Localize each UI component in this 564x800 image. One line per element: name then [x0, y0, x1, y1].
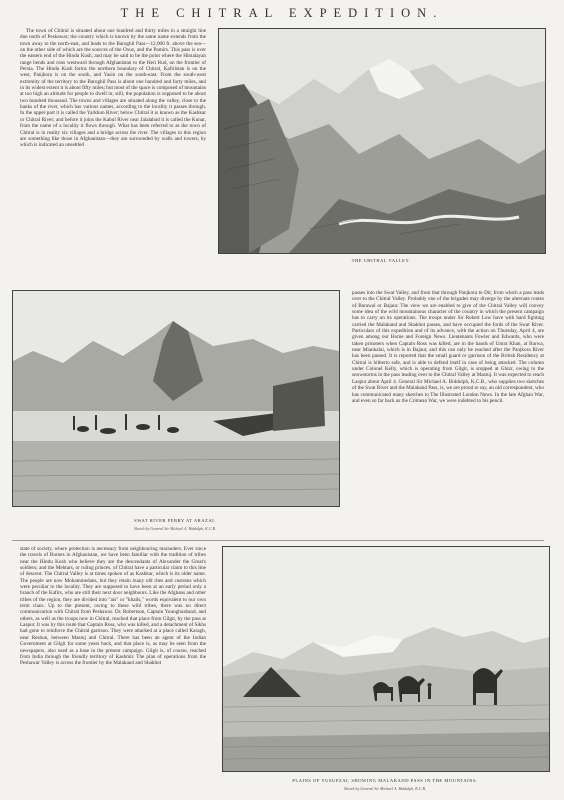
- chitral-valley-illustration: [218, 28, 546, 254]
- figure-caption: PLAINS OF YUSUFZAI, SHOWING MALAKAND PASS IN THE MOUNTAINS.: [292, 778, 478, 783]
- article-column-bottom-left: [20, 546, 206, 796]
- section-divider: [12, 540, 544, 541]
- figure-caption: THE CHITRAL VALLEY.: [351, 258, 411, 263]
- figure-credit: Sketch by General Sir Michael A. Biddulph, K.C.B.: [344, 786, 426, 791]
- article-paragraph: state of society, where protection is necessary from neighbouring marauders. Ever since the travels of Burnes in Afghanistan, we have been familiar with the tradition of tribes near the Hindu Kush who believe they are the descendants of Alexander the Great's soldiers; and the Mehtars, or ruling princes, of Chitral have a particular claim to this line of descent. The Chitral Valley is at times spoken of as Kashkar, which is its older name. The people are now Mohammedans, but they retain many old rites and customs which were peculiar to the locality. They are supposed to have been at an early period only a branch of the Kafirs, who are still their next door neighbours. Like the Afghans and other tribes of the region, they are divided into "ais" or "khails," words equivalent to our own term clans. Up to the present, owing to these wild tribes, there was no direct communication with Chitral from Peshawar. Dr. Robertson, Captain Younghusband, and others, as well as the troops now in Chitral, reached that place from Gilgit, by the pass at Laspur. It was by this route that Captain Ross, who was killed, and a detachment of Sikhs had gone to reinforce the Chitral garrison. They were attacked at a place called Karagh, near Reshun, between Mastuj and Chitral. There has been an agent of the Indian Government at Gilgit for some years back, and that place is, as may be seen from the newspapers, also used as a base in the present campaign. Gilgit is, of course, reached from India through the friendly territory of Kashmir. The plan of operations from the Peshawar Valley is across the frontier by the Malakand and Shakhot: [20, 546, 206, 667]
- yusufzai-plains-illustration: [222, 546, 550, 772]
- figure-credit: Sketch by General Sir Michael A. Biddulph, K.C.B.: [134, 526, 216, 531]
- page-title: THE CHITRAL EXPEDITION.: [120, 6, 444, 20]
- figure-caption: SWAT RIVER FERRY AT ARAZAI.: [134, 518, 216, 523]
- article-paragraph: passes into the Swat Valley, and from that through Panjkora to Dir, from which a pass leads over to the Chitral Valley. Probably one of the brigades may diverge by the alternate routes of Barawal or Bajaur. The view we are enabled to give of the Chitral Valley will convey some idea of the wild mountainous character of the country in which the present campaign has to carry on its operations. The troops under Sir Robert Low have with hard fighting carried the Malakand and Shakhot passes, and have occupied the fords of the Swat River. Particulars of this expedition and of its advance, with the action on Thursday, April 4, are given among our Home and Foreign News. Lieutenants Fowler and Edwards, who were taken prisoners when Captain Ross was killed, are in the hands of Umra Khan, at Barwa, near Miankalai, which is in Bajaur, and this can only be reached after the Panjkora River has been passed. It is reported that the small guard or garrison of the British Residency at Chitral is hitherto safe, and is able to defend itself in case of being attacked. The column under Colonel Kelly, which is operating from Gilgit, is stopped at Ghizr, owing to the snowstorms in the pass leading over to the Chitral Valley at Mastuj. It was expected to reach Laspur about April 4. General Sir Michael A. Biddulph, K.C.B., who supplies two sketches of the Swat River and the Malakand Pass, is, we are proud to say, an old correspondent, who has communicated many sketches to The Illustrated London News. In the late Afghan War, and even so far back as the Crimean War, we were indebted to his pencil.: [352, 290, 544, 404]
- article-column-middle-right: [352, 290, 544, 522]
- swat-river-ferry-illustration: [12, 290, 340, 507]
- article-column-top-left: [20, 28, 206, 284]
- article-paragraph: The town of Chitral is situated about one hundred and thirty miles in a straight line due north of Peshawar; the country which is known by the same name extends from the town away to the north-east, and leads to the Baroghil Pass—12,000 ft. above the sea—on the other side of which are the sources of the Oxus, and the Pamirs. This pass is over the eastern end of the Hindu Kush, and may be said to be the point where the Himalayan range bends and runs westward through Afghanistan to the Heri Rud, on the frontier of Persia. The Hindu Kush forms the northern boundary of Chitral, Kafiristan is on the west, Panjkora is on the south, and Yasin on the south-east. From the south-west extremity of the territory to the Baroghil Pass is about one hundred and forty miles, and in its widest extent it is about fifty miles; but most of the space is composed of mountains at too high an altitude for people to dwell in; still, the population is supposed to be about two hundred thousand. The towns and villages are situated along the valley, close to the banks of the river, which has various names, according to the locality it passes through. In the upper part it is called the Yarkhun River; below Chitral it is known as the Kashkar or Chitral River; and before it joins the Kabul River near Jalalabad it is called the Kunar, from the name of a locality it flows through. What has been referred to as the town of Chitral is in reality six villages and a bridge across the river. The villages in this region are something like those in Afghanistan—they are surrounded by walls and towers, by which is indicated an unsettled: [20, 28, 206, 149]
